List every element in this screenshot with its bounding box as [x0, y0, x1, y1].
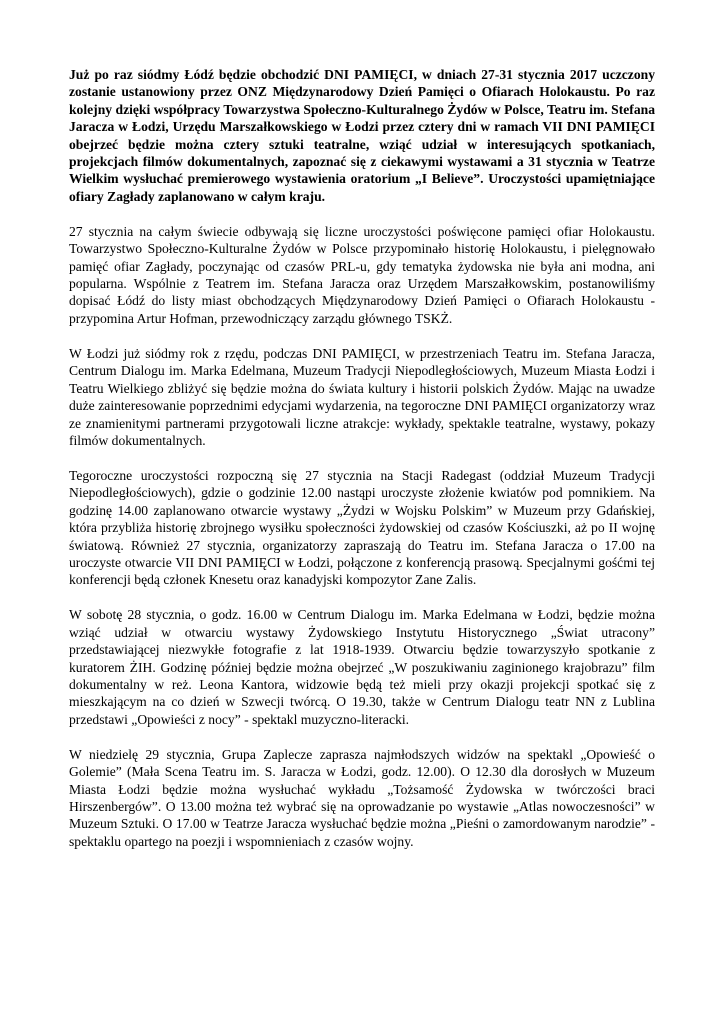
body-paragraph-5: W niedzielę 29 stycznia, Grupa Zaplecze zaprasza najmłodszych widzów na spektakl „Opowieść o Golemie” (Mała Scena Teatru im. S. Jaracza w Łodzi, godz. 12.00). O 12.30 dla dorosłych w Muzeum Miasta Łodzi będzie można wysłuchać wykładu „Tożsamość Żydowska w twórczości braci Hirszenbergów”. O 13.00 można też wybrać się na oprowadzanie po wystawie „Atlas nowoczesności” w Muzeum Sztuki. O 17.00 w Teatrze Jaracza wysłuchać będzie można „Pieśni o zamordowanym narodzie” - spektaklu opartego na poezji i wspomnieniach z czasów wojny. [69, 746, 655, 849]
body-paragraph-1: 27 stycznia na całym świecie odbywają się liczne uroczystości poświęcone pamięci ofiar Holokaustu. Towarzystwo Społeczno-Kulturalne Żydów w Polsce przypominało historię Holokaustu, i pielęgnowało pamięć ofiar Zagłady, poczynając od czasów PRL-u, gdy tematyka żydowska nie była ani modna, ani popularna. Wspólnie z Teatrem im. Stefana Jaracza oraz Urzędem Marszałkowskim, postanowiliśmy dopisać Łódź do listy miast obchodzących Międzynarodowy Dzień Pamięci o Ofiarach Holokaustu - przypomina Artur Hofman, przewodniczący zarządu głównego TSKŻ. [69, 223, 655, 326]
body-paragraph-4: W sobotę 28 stycznia, o godz. 16.00 w Centrum Dialogu im. Marka Edelmana w Łodzi, będzie można wziąć udział w otwarciu wystawy Żydowskiego Instytutu Historycznego „Świat utracony” przedstawiającej niezwykłe fotografie z lat 1918-1939. Otwarciu będzie towarzyszyło spotkanie z kuratorem ŻIH. Godzinę później będzie można obejrzeć „W poszukiwaniu zaginionego krajobrazu” film dokumentalny w reż. Leona Kantora, widzowie będą też mieli przy okazji projekcji spotkać się z mieszkającym na co dzień w Szwecji twórcą. O 19.30, także w Centrum Dialogu teatr NN z Lublina przedstawi „Opowieści z nocy” - spektakl muzyczno-literacki. [69, 607, 655, 727]
lead-paragraph: Już po raz siódmy Łódź będzie obchodzić DNI PAMIĘCI, w dniach 27-31 stycznia 2017 uczczony zostanie ustanowiony przez ONZ Międzynarodowy Dzień Pamięci o Ofiarach Holokaustu. Po raz kolejny dzięki współpracy Towarzystwa Społeczno-Kulturalnego Żydów w Polsce, Teatru im. Stefana Jaracza w Łodzi, Urzędu Marszałkowskiego w Łodzi przez cztery dni w ramach VII DNI PAMIĘCI obejrzeć będzie można cztery sztuki teatralne, wziąć udział w interesujących spotkaniach, projekcjach filmów dokumentalnych, zapoznać się z ciekawymi wystawami a 31 stycznia w Teatrze Wielkim wysłuchać premierowego wystawienia oratorium „I Believe”. Uroczystości upamiętniające ofiary Zagłady zaplanowano w całym kraju. [69, 67, 655, 204]
body-paragraph-2: W Łodzi już siódmy rok z rzędu, podczas DNI PAMIĘCI, w przestrzeniach Teatru im. Stefana Jaracza, Centrum Dialogu im. Marka Edelmana, Muzeum Tradycji Niepodległościowych, Muzeum Miasta Łodzi i Teatru Wielkiego zbliżyć się będzie można do świata kultury i historii polskich Żydów. Mając na uwadze duże zainteresowanie poprzednimi edycjami wydarzenia, na tegoroczne DNI PAMIĘCI organizatorzy wraz ze znamienitymi partnerami przygotowali liczne atrakcje: wykłady, spektakle teatralne, wystawy, pokazy filmów dokumentalnych. [69, 345, 655, 448]
document-page [69, 66, 655, 868]
body-paragraph-3: Tegoroczne uroczystości rozpoczną się 27 stycznia na Stacji Radegast (oddział Muzeum Tradycji Niepodległościowych), gdzie o godzinie 12.00 nastąpi uroczyste złożenie kwiatów pod pomnikiem. Na godzinę 14.00 zaplanowano otwarcie wystawy „Żydzi w Wojsku Polskim” w Muzeum przy Gdańskiej, która przybliża historię zbrojnego wysiłku społeczności żydowskiej od czasów Kościuszki, aż po II wojnę światową. Również 27 stycznia, organizatorzy zapraszają do Teatru im. Stefana Jaracza o 17.00 na uroczyste otwarcie VII DNI PAMIĘCI w Łodzi, połączone z konferencją prasową. Specjalnymi gośćmi tej konferencji będą członek Knesetu oraz kanadyjski kompozytor Zane Zalis. [69, 467, 655, 588]
